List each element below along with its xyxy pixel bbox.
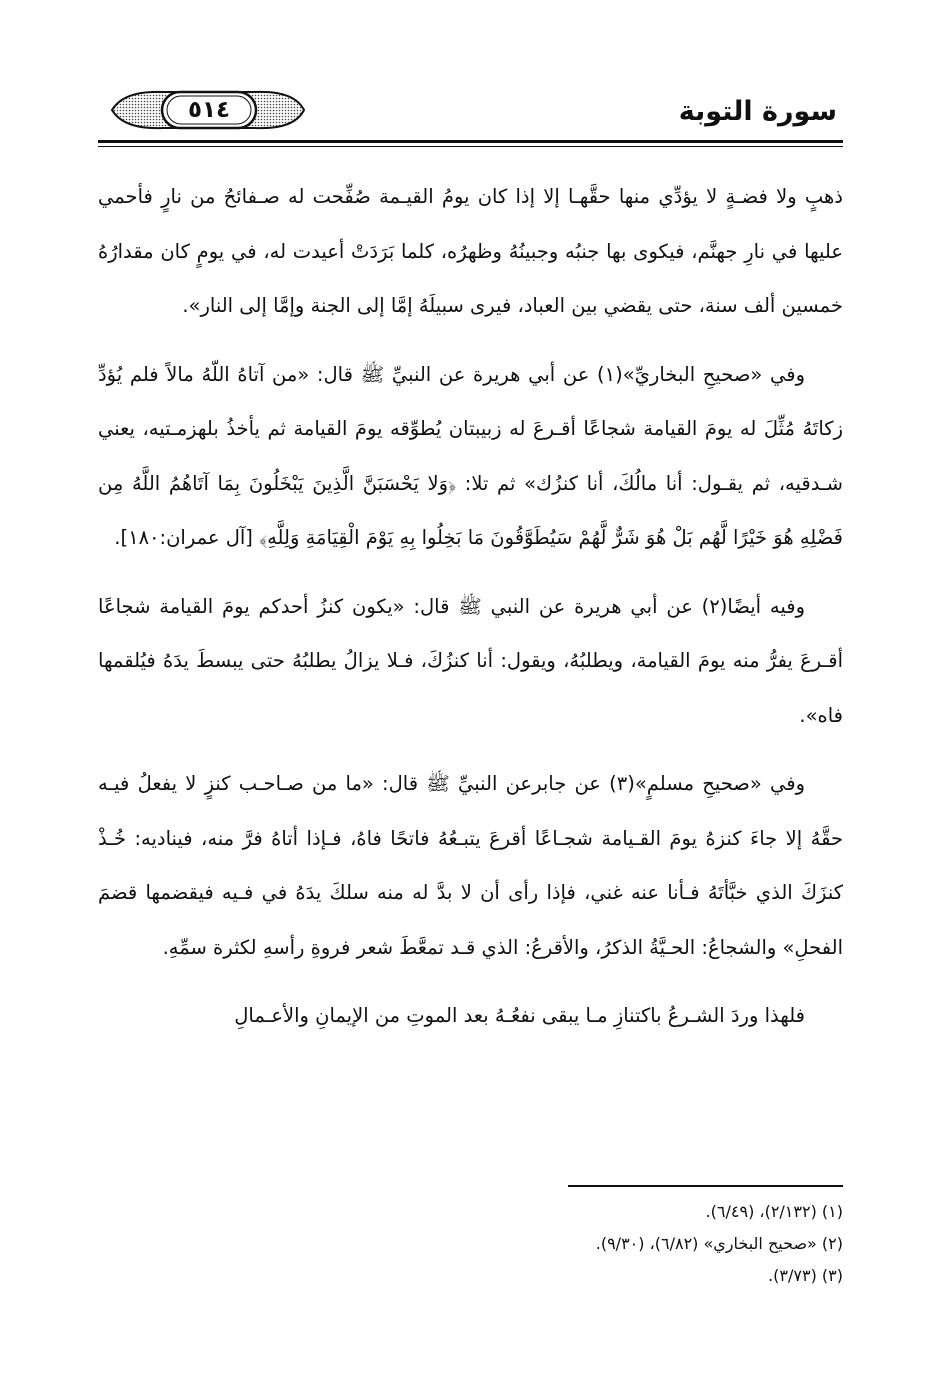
paragraph: وفي «صحيحِ البخاريِّ»(١) عن أبي هريرة عن النبيِّ ﷺ قال: «من آتاهُ اللّهُ مالاً فلم يُؤدِّ زكاتَهُ مُثِّلَ له يومَ القيامة شجاعًا أقـرعَ له زبيبتان يُطوِّقه يومَ القيامة ثم يأخذُ بلهزمـتيه، يعني شـدقيه، ثم يقـول: أنا مالُكَ، أنا كنزُك» ثم تلا: ﴿وَلا يَحْسَبَنَّ الَّذِينَ يَبْخَلُونَ بِمَا آتَاهُمُ اللَّهُ مِن فَضْلِهِ هُوَ خَيْرًا لَّهُم بَلْ هُوَ شَرٌّ لَّهُمْ سَيُطَوَّقُونَ مَا بَخِلُوا بِهِ يَوْمَ الْقِيَامَةِ وَلِلَّهِ﴾ [آل عمران:١٨٠].: [98, 362, 843, 549]
footnote-2: (٢) «صحيح البخاري» (٦/٨٢)، (٩/٣٠).: [595, 1234, 843, 1253]
page-number-badge: [104, 88, 309, 132]
page-number: ٥١٤: [187, 97, 231, 123]
paragraph: وفيه أيضًا(٢) عن أبي هريرة عن النبي ﷺ قال: «يكون كنزُ أحدكم يومَ القيامة شجاعًا أقـرعَ يفرُّ منه يومَ القيامة، ويطلبُهُ، ويقول: أنا كنزُكَ، فـلا يزالُ يطلبُهُ حتى يبسطَ يدَهُ فيُلقمها فاه».: [98, 594, 843, 727]
footnote-divider: [568, 1185, 843, 1187]
main-text: [98, 170, 843, 1058]
paragraph: ذهبٍ ولا فضـةٍ لا يؤدِّي منها حقَّهـا إلا إذا كان يومُ القيـمة صُفِّحت له صـفائحُ من نارٍ فأحمي عليها في نارِ جهنَّم، فيكوى بها جنبُه وجبينُهُ وظهرُه، كلما بَرَدَتْ أعيدت له، في يومٍ كان مقدارُهُ خمسين ألف سنة، حتى يقضي بين العباد، فيرى سبيلَهُ إمَّا إلى الجنة وإمَّا إلى النار».: [98, 185, 843, 317]
page-header: [98, 88, 843, 144]
paragraph: فلهذا وردَ الشـرعُ باكتنازِ مـا يبقى نفعُـهُ بعد الموتِ من الإيمانِ والأعـمالِ: [234, 1004, 805, 1027]
footnote-1: (١) (٢/١٣٢)، (٦/٤٩).: [705, 1202, 843, 1221]
header-divider: [98, 140, 843, 143]
header-divider-thin: [98, 146, 843, 147]
paragraph: وفي «صحيحِ مسلمٍ»(٣) عن جابرعن النبيِّ ﷺ قال: «ما من صـاحـب كنزٍ لا يفعلُ فيـه حقَّهُ إلا جاءَ كنزهُ يومَ القـيامة شجـاعًا أقرعَ يتبـعُهُ فاتحًا فاهُ، فـإذا أتاهُ فرَّ منه، فيناديه: خُـذْ كنزَكَ الذي خبَّأتَهُ فـأنا عنه غني، فإذا رأى أن لا بدَّ له منه سلكَ يدَهُ في فـيه فيقضمها قضمَ الفحلِ» والشجاعُ: الحـيَّةُ الذكرُ، والأقرعُ: الذي قـد تمعَّطَ شعر فروةِ رأسهِ لكثرة سمِّهِ.: [98, 772, 843, 959]
footnotes: [98, 1196, 843, 1292]
footnote-3: (٣) (٣/٧٣).: [768, 1266, 843, 1285]
surah-title: سورة التوبة: [678, 96, 837, 127]
